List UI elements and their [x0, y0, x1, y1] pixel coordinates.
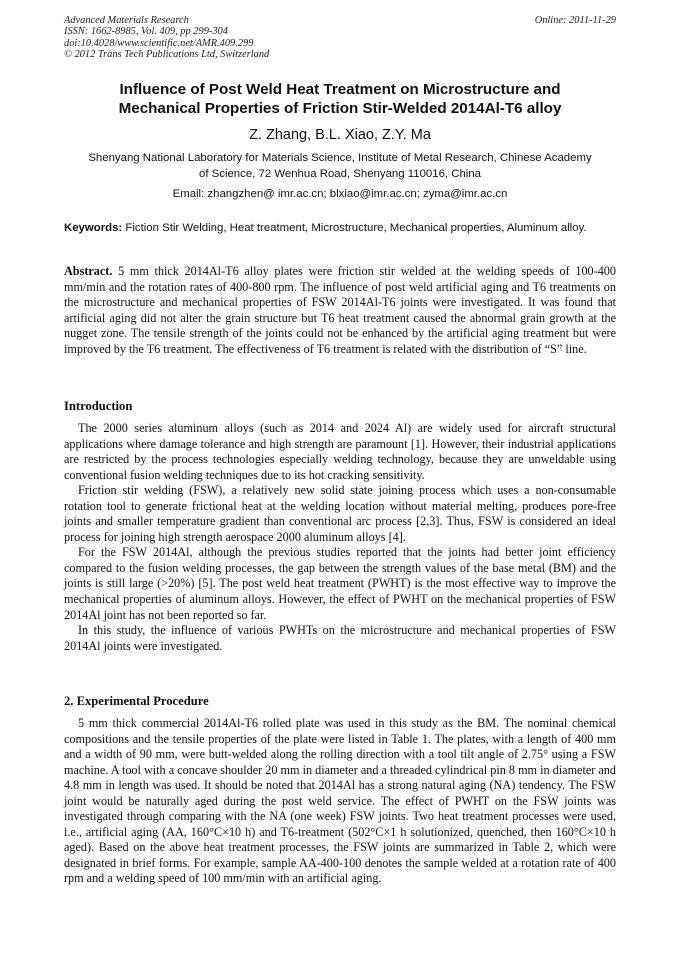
intro-paragraph: For the FSW 2014Al, although the previous studies reported that the joints had better joint efficiency compared to the fusion welding processes, the gap between the strength values of the base metal (BM) and the joints is still large (>20%) [5]. The post weld heat treatment (PWHT) is the most effective way to improve the mechanical properties of aluminum alloys. However, the effect of PWHT on the mechanical properties of FSW 2014Al joint has not been reported so far. — [64, 545, 616, 622]
issn-line: ISSN: 1662-8985, Vol. 409, pp 299-304 — [64, 26, 228, 38]
experimental-heading: 2. Experimental Procedure — [64, 694, 209, 708]
intro-paragraph: In this study, the influence of various PWHTs on the microstructure and mechanical properties of FSW 2014Al joints were investigated. — [64, 623, 616, 653]
affiliation-line-1: Shenyang National Laboratory for Materials Science, Institute of Metal Research, Chinese Academy — [88, 152, 592, 164]
abstract — [64, 264, 616, 357]
introduction-body — [64, 421, 616, 654]
affiliation — [64, 151, 616, 182]
title-line-2: Mechanical Properties of Friction Stir-Welded 2014Al-T6 alloy — [118, 100, 562, 117]
journal-header — [64, 15, 616, 60]
intro-paragraph: The 2000 series aluminum alloys (such as 2014 and 2024 Al) are widely used for aircraft structural applications where damage tolerance and high strength are paramount [1]. However, their industrial applications are restricted by the process technologies especially welding technology, because they are unweldable using conventional fusion welding techniques due to its hot cracking sensitivity. — [64, 421, 616, 482]
keywords-label: Keywords: — [64, 222, 123, 234]
paper-title — [64, 80, 616, 118]
author-emails: Email: zhangzhen@ imr.ac.cn; blxiao@imr.ac.cn; zyma@imr.ac.cn — [172, 188, 508, 200]
experimental-paragraph: 5 mm thick commercial 2014Al-T6 rolled plate was used in this study as the BM. The nominal chemical compositions and the tensile properties of the plate were listed in Table 1. The plates, with a length of 400 mm and a width of 90 mm, were butt-welded along the rolling direction with a tool tilt angle of 2.75° using a FSW machine. A tool with a concave shoulder 20 mm in diameter and a threaded cylindrical pin 8 mm in diameter and 4.8 mm in length was used. It should be noted that 2014Al has a strong natural aging (NA) tendency. The FSW joint would be naturally aged during the post weld service. The effect of PWHT on the FSW joints was investigated through comparing with the NA (one week) FSW joints. Two heat treatment processes were used, i.e., artificial aging (AA, 160°C×10 h) and T6-treatment (502°C×1 h solutionized, quenched, then 160°C×10 h aged). Based on the above heat treatment processes, the FSW joints are summarized in Table 2, which were designated in brief forms. For example, sample AA-400-100 denotes the sample welded at a rotation rate of 400 rpm and a welding speed of 100 mm/min with an artificial aging. — [64, 716, 616, 886]
experimental-body — [64, 716, 616, 887]
online-date: Online: 2011-11-29 — [534, 15, 616, 26]
abstract-label: Abstract. — [64, 264, 113, 278]
keywords — [64, 221, 616, 237]
keywords-text: Fiction Stir Welding, Heat treatment, Microstructure, Mechanical properties, Aluminum alloy. — [125, 222, 587, 234]
introduction-heading: Introduction — [64, 399, 133, 413]
doi-line: doi:10.4028/www.scientific.net/AMR.409.299 — [64, 37, 254, 49]
abstract-text: 5 mm thick 2014Al-T6 alloy plates were friction stir welded at the welding speeds of 100-400 mm/min and the rotation rates of 400-800 rpm. The influence of post weld artificial aging and T6 treatments on the microstructure and mechanical properties of FSW 2014Al-T6 joints were investigated. It was found that artificial aging did not alter the grain structure but T6 heat treatment caused the abnormal grain growth at the nugget zone. The tensile strength of the joints could not be enhanced by the artificial aging treatment but were improved by the T6 treatment. The effectiveness of T6 treatment is related with the distribution of “S” line. — [64, 264, 616, 356]
title-line-1: Influence of Post Weld Heat Treatment on Microstructure and — [119, 81, 561, 98]
affiliation-line-2: of Science, 72 Wenhua Road, Shenyang 110016, China — [198, 167, 482, 180]
intro-paragraph: Friction stir welding (FSW), a relatively new solid state joining process which uses a non-consumable rotation tool to generate frictional heat at the welding location without material melting, produces pore-free joints and smaller temperature gradient than conventional arc process [2,3]. Thus, FSW is considered an ideal process for joining high strength aerospace 2000 aluminum alloys [4]. — [64, 483, 616, 544]
copyright-line: © 2012 Trans Tech Publications Ltd, Switzerland — [64, 48, 270, 60]
journal-name: Advanced Materials Research — [64, 15, 189, 26]
author-list: Z. Zhang, B.L. Xiao, Z.Y. Ma — [249, 127, 431, 143]
